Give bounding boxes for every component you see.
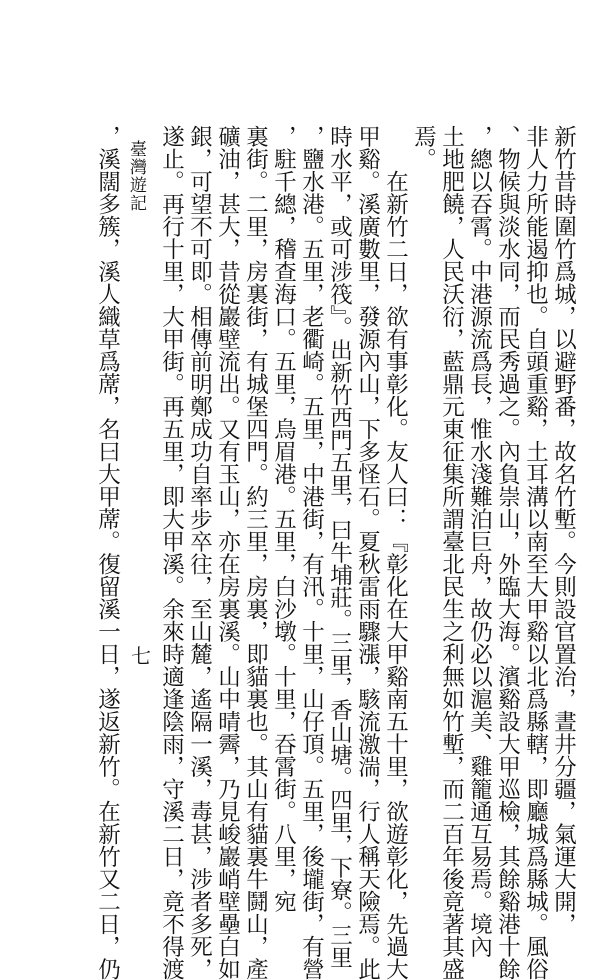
text-column-2: 非人力所能遏抑也。自頭重谿，土耳溝以南至大甲谿以北爲縣轄，即廳城爲縣城。風俗 bbox=[522, 125, 549, 980]
text-column-1: 新竹昔時圍竹爲城，以避野番，故名竹塹。今則設官置治，晝井分疆，氣運大開， bbox=[550, 125, 577, 935]
text-column-7: 在新竹二日，欲有事彰化。友人曰：『彰化在大甲谿南五十里，欲遊彰化，先過大 bbox=[382, 170, 409, 980]
text-column-11: ，駐千總，稽查海口。五里，烏眉港。五里，白沙墩。十里，吞霄街。八里，宛 bbox=[270, 125, 297, 913]
text-column-16: ，溪闊多簇，溪人織草爲蓆，名曰大甲蓆。復留溪一日，遂返新竹。在新竹又二日，仍 bbox=[94, 125, 121, 980]
text-column-12: 裏街。二里，房裏街，有城堡四門。約三里，房裏，即貓裏也。其山有貓裏牛鬪山，產 bbox=[242, 125, 269, 980]
text-column-15: 遂止。再行十里，大甲街。再五里，即大甲溪。余來時適逢陰雨，守溪二日，竟不得渡 bbox=[158, 125, 185, 980]
text-column-4: ，總以吞霄。中港源流爲長，惟水淺難泊巨舟，故仍必以滬美、雞籠通互易焉。境內 bbox=[466, 125, 493, 958]
text-column-3: 、物候與淡水同，而民秀過之。內負崇山，外臨大海。濱谿設大甲巡檢，其餘谿港十餘 bbox=[494, 125, 521, 980]
text-column-8: 甲谿。溪廣數里，發源內山，下多怪石。夏秋雷雨驟漲，駭流激湍，行人稱天險焉。此 bbox=[354, 125, 381, 980]
text-column-13: 礦油，甚大，昔從巖壁流出。又有玉山，亦在房裏溪。山中晴霽，乃見峻巖峭壁壘白如 bbox=[214, 125, 241, 980]
text-column-10: ，鹽水港。五里，老衢崎。五里，中港街，有汛。十里，山仔頂。五里，後壠街，有營 bbox=[298, 125, 325, 980]
text-column-14: 銀，可望不可即。相傳前明鄭成功自率步卒往，至山麓，遙隔一溪，毒甚，涉者多死， bbox=[186, 125, 213, 980]
text-column-6: 焉。 bbox=[410, 125, 437, 170]
running-header: 臺灣遊記 bbox=[126, 140, 146, 212]
text-column-9: 時水平，或可涉筏』。出新竹西門五里，曰牛埔莊。三里，香山塘。四里，下寮。三里 bbox=[326, 125, 353, 969]
page-number: 七 bbox=[131, 644, 151, 668]
text-column-5: 土地肥饒，人民沃衍，藍鼎元東征集所謂臺北民生之利無如竹塹，而二百年後竟著其盛 bbox=[438, 125, 465, 980]
